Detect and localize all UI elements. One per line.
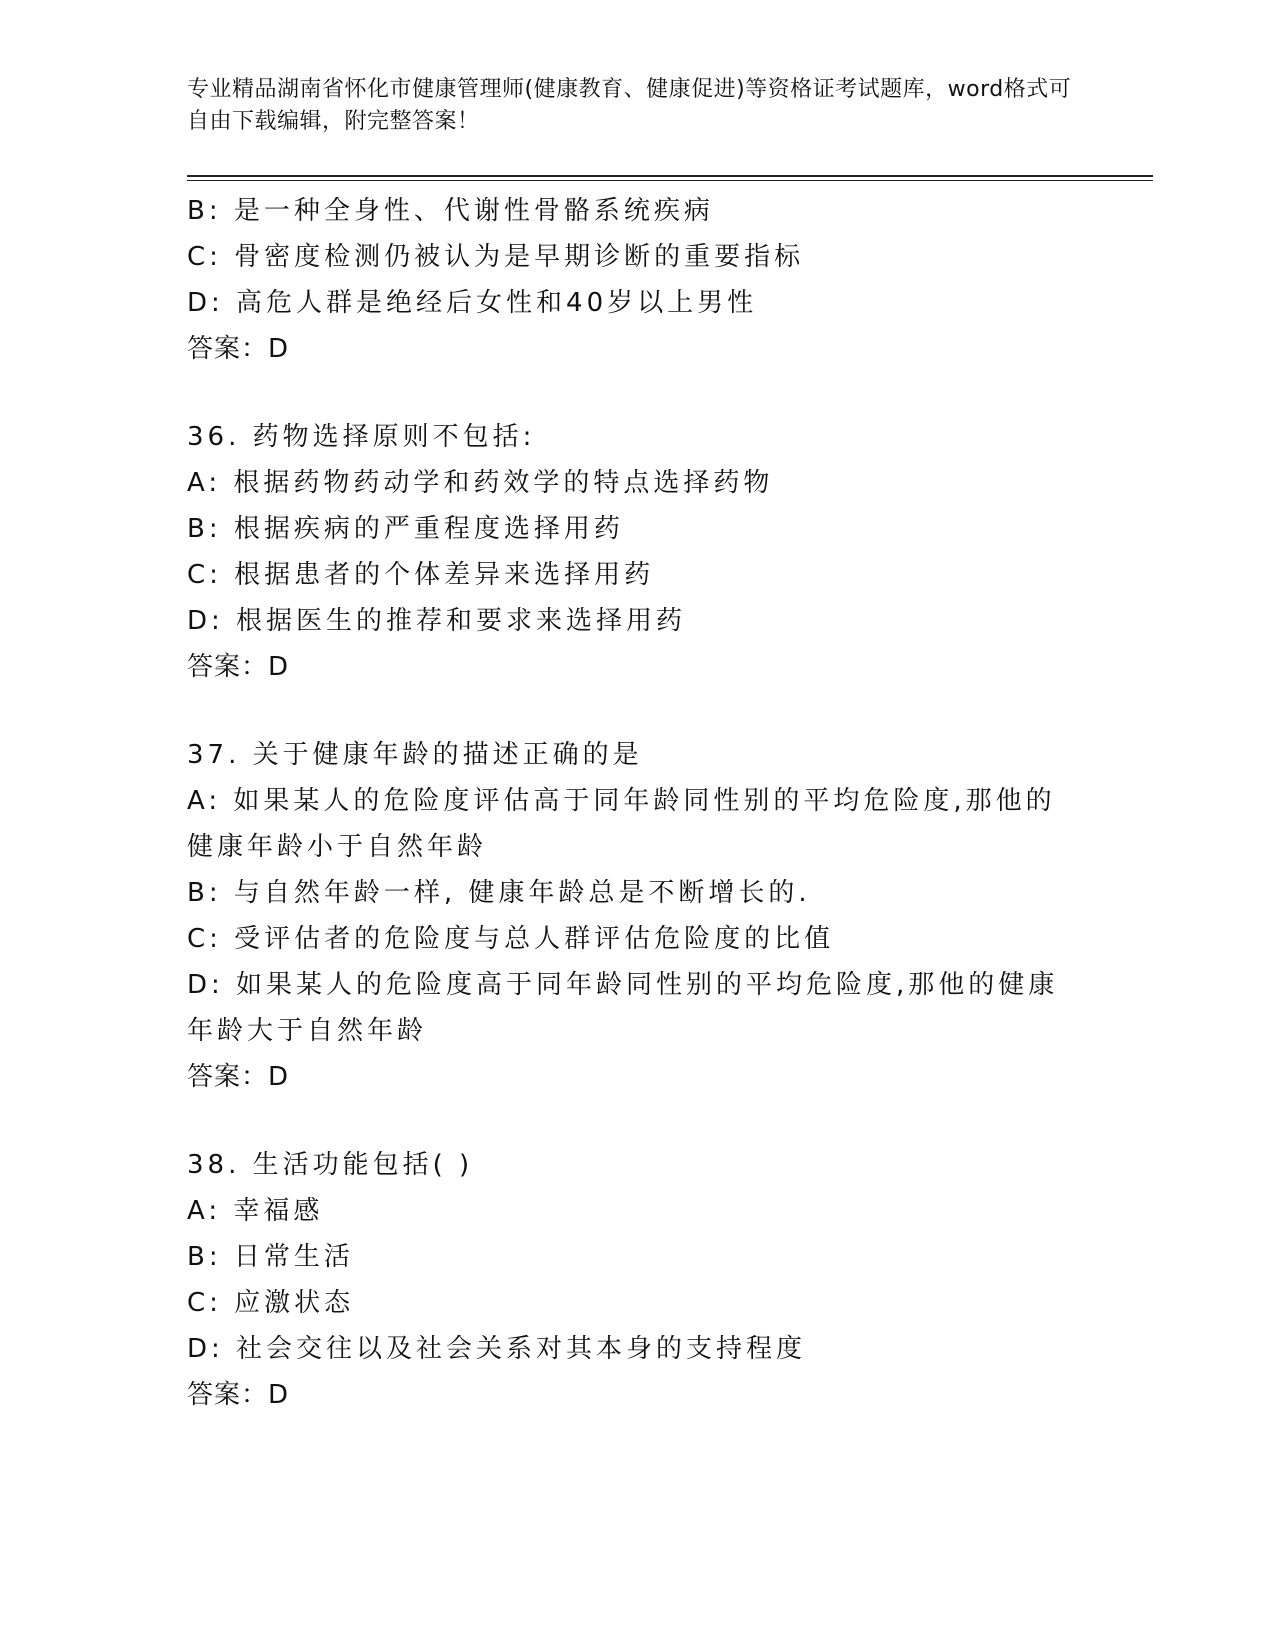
question-text: 37. 关于健康年龄的描述正确的是 [187, 740, 643, 770]
question-block-37 [187, 732, 1067, 1100]
question-text: 36. 药物选择原则不包括: [187, 422, 536, 452]
answer-line: 答案：D [187, 334, 290, 364]
option-d: D: 如果某人的危险度高于同年龄同性别的平均危险度,那他的健康年龄大于自然年龄 [187, 970, 1059, 1046]
question-text: 38. 生活功能包括( ) [187, 1150, 474, 1180]
page-header: 专业精品湖南省怀化市健康管理师(健康教育、健康促进)等资格证考试题库，word格式可自由下载编辑，附完整答案！ [187, 77, 1072, 134]
option-c: C: 应激状态 [187, 1288, 355, 1318]
answer-line: 答案：D [187, 652, 290, 682]
answer-line: 答案：D [187, 1062, 290, 1092]
question-block-38 [187, 1142, 1067, 1418]
option-b: B: 是一种全身性、代谢性骨骼系统疾病 [187, 196, 714, 226]
option-c: C: 骨密度检测仍被认为是早期诊断的重要指标 [187, 242, 805, 272]
option-a: A: 根据药物药动学和药效学的特点选择药物 [187, 468, 774, 498]
option-b: B: 日常生活 [187, 1242, 354, 1272]
option-c: C: 受评估者的危险度与总人群评估危险度的比值 [187, 924, 835, 954]
option-b: B: 与自然年龄一样, 健康年龄总是不断增长的. [187, 878, 811, 908]
answer-line: 答案：D [187, 1380, 290, 1410]
option-a: A: 幸福感 [187, 1196, 324, 1226]
option-d: D: 高危人群是绝经后女性和40岁以上男性 [187, 288, 758, 318]
option-d: D: 社会交往以及社会关系对其本身的支持程度 [187, 1334, 807, 1364]
option-c: C: 根据患者的个体差异来选择用药 [187, 560, 655, 590]
header-divider [187, 175, 1153, 181]
option-a: A: 如果某人的危险度评估高于同年龄同性别的平均危险度,那他的健康年龄小于自然年龄 [187, 786, 1056, 862]
question-block-35 [187, 188, 1067, 372]
question-block-36 [187, 414, 1067, 690]
option-d: D: 根据医生的推荐和要求来选择用药 [187, 606, 687, 636]
option-b: B: 根据疾病的严重程度选择用药 [187, 514, 624, 544]
question-list [187, 188, 1067, 1418]
